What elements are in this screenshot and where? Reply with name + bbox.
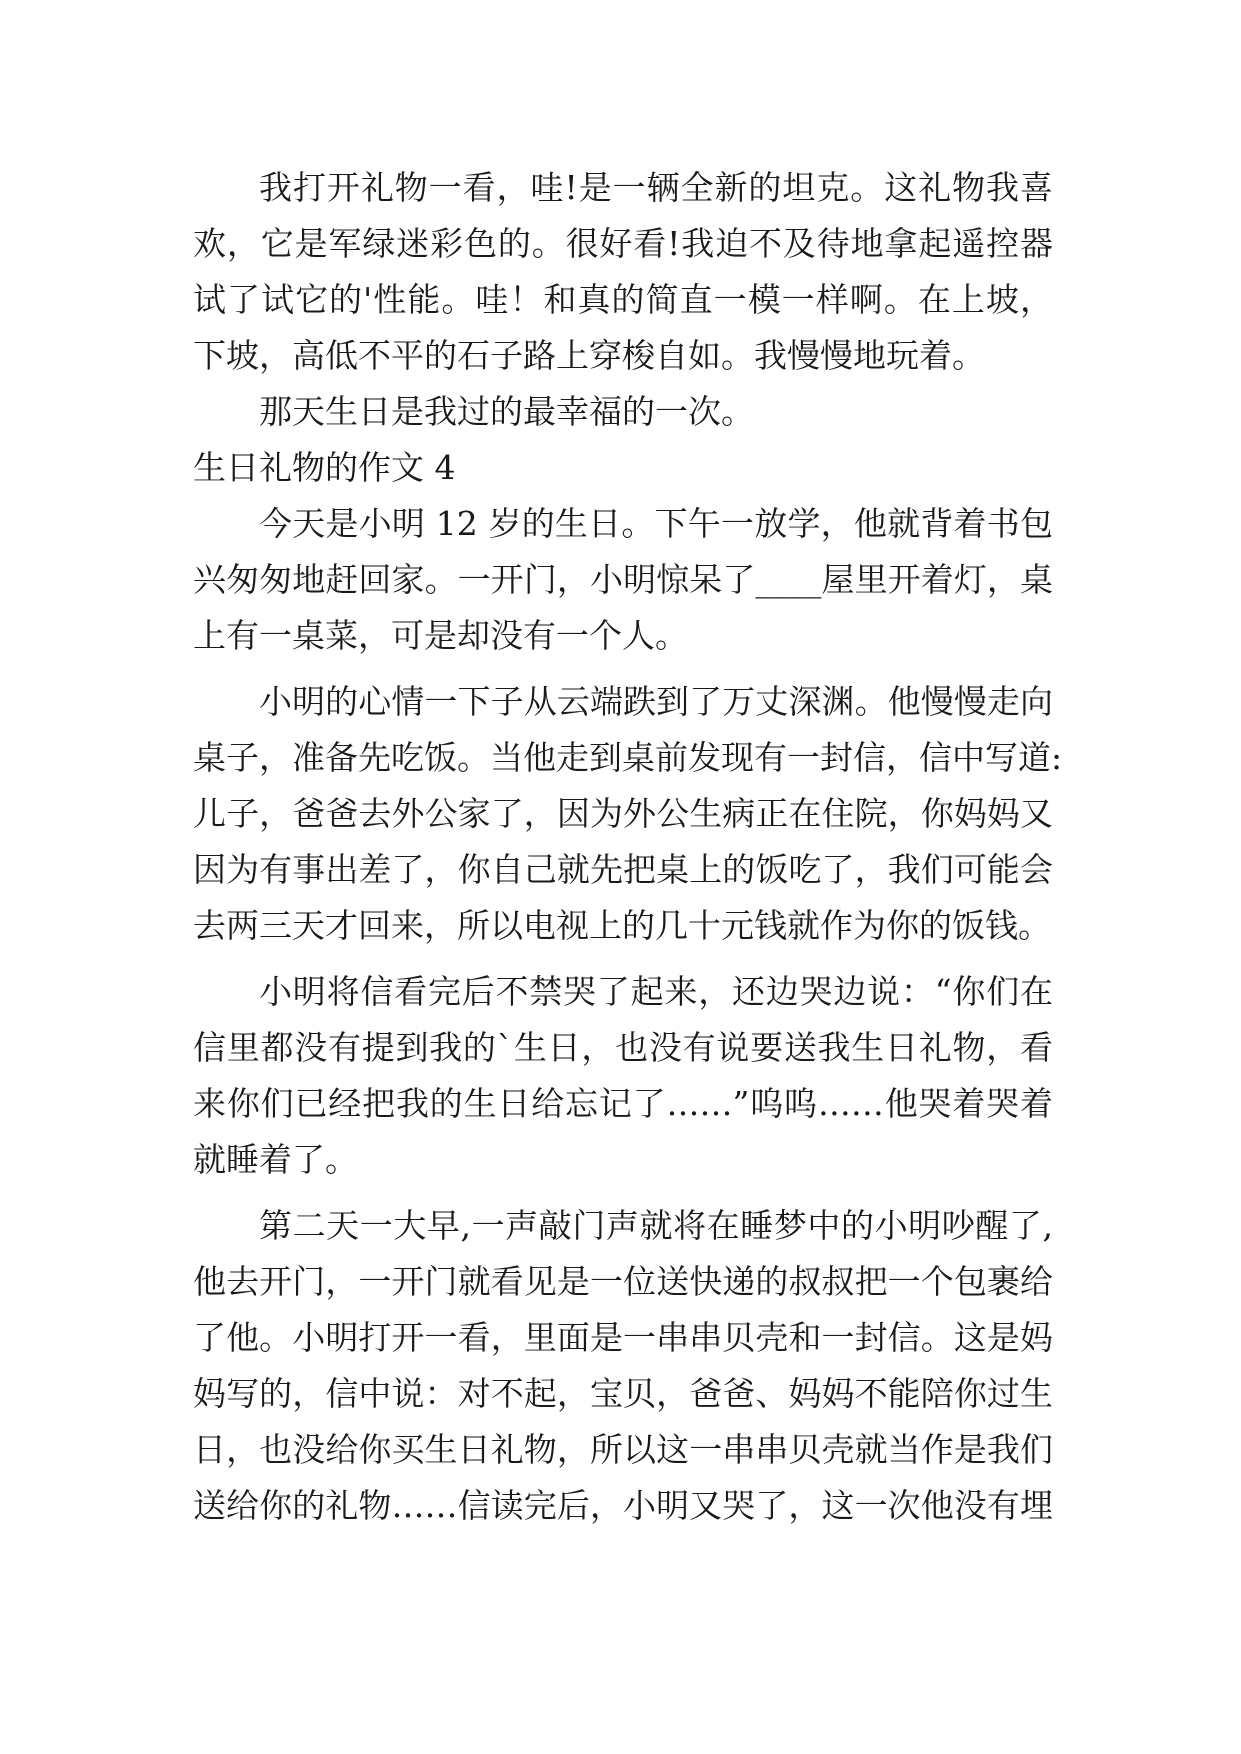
text-line: 上有一桌菜，可是却没有一个人。 xyxy=(193,616,688,655)
paragraph-next-morning xyxy=(193,1198,1053,1534)
text-line: 就睡着了。 xyxy=(193,1140,358,1179)
text-line: 下坡，高低不平的石子路上穿梭自如。我慢慢地玩着。 xyxy=(193,336,985,375)
text-line: 小明的心情一下子从云端跌到了万丈深渊。他慢慢走向 xyxy=(259,682,1053,721)
text-line: 试了试它的'性能。哇！和真的简直一模一样啊。在上坡， xyxy=(193,280,1053,319)
text-line: 因为有事出差了，你自己就先把桌上的饭吃了，我们可能会 xyxy=(193,850,1053,889)
text-line: 来你们已经把我的生日给忘记了……”呜呜……他哭着哭着 xyxy=(193,1084,1053,1123)
text-line: 今天是小明 12 岁的生日。下午一放学，他就背着书包 xyxy=(259,504,1053,543)
text-line: 儿子，爸爸去外公家了，因为外公生病正在住院，你妈妈又 xyxy=(193,794,1053,833)
text-line: 他去开门，一开门就看见是一位送快递的叔叔把一个包裹给 xyxy=(193,1262,1053,1301)
essay-heading xyxy=(193,440,1053,496)
text-line: 桌子，准备先吃饭。当他走到桌前发现有一封信，信中写道: xyxy=(193,738,1063,777)
paragraph-gap xyxy=(193,954,1053,964)
paragraph-xiaoming-birthday xyxy=(193,496,1053,664)
heading-line: 生日礼物的作文 4 xyxy=(193,448,456,487)
text-line: 去两三天才回来，所以电视上的几十元钱就作为你的饭钱。 xyxy=(193,906,1051,945)
text-line: 我打开礼物一看，哇!是一辆全新的坦克。这礼物我喜 xyxy=(259,168,1053,207)
paragraph-happiest-birthday xyxy=(193,384,1053,440)
text-line: 那天生日是我过的最幸福的一次。 xyxy=(259,392,754,431)
paragraph-gap xyxy=(193,1188,1053,1198)
text-line: 信里都没有提到我的`生日，也没有说要送我生日礼物，看 xyxy=(193,1028,1053,1067)
text-line: 第二天一大早,一声敲门声就将在睡梦中的小明吵醒了, xyxy=(259,1206,1053,1245)
paragraph-gap xyxy=(193,664,1053,674)
paragraph-tank-gift xyxy=(193,160,1053,384)
text-line: 欢，它是军绿迷彩色的。很好看!我迫不及待地拿起遥控器 xyxy=(193,224,1053,263)
text-line: 了他。小明打开一看，里面是一串串贝壳和一封信。这是妈 xyxy=(193,1318,1053,1357)
text-line: 兴匆匆地赶回家。一开门，小明惊呆了____屋里开着灯，桌 xyxy=(193,560,1053,599)
text-line: 妈写的，信中说：对不起，宝贝，爸爸、妈妈不能陪你过生 xyxy=(193,1374,1053,1413)
text-line: 小明将信看完后不禁哭了起来，还边哭边说：“你们在 xyxy=(259,972,1053,1011)
paragraph-crying xyxy=(193,964,1053,1188)
document-body xyxy=(193,160,1063,1534)
text-line: 日，也没给你买生日礼物，所以这一串串贝壳就当作是我们 xyxy=(193,1430,1053,1469)
paragraph-letter xyxy=(193,674,1063,954)
text-line: 送给你的礼物……信读完后，小明又哭了，这一次他没有埋 xyxy=(193,1486,1053,1525)
